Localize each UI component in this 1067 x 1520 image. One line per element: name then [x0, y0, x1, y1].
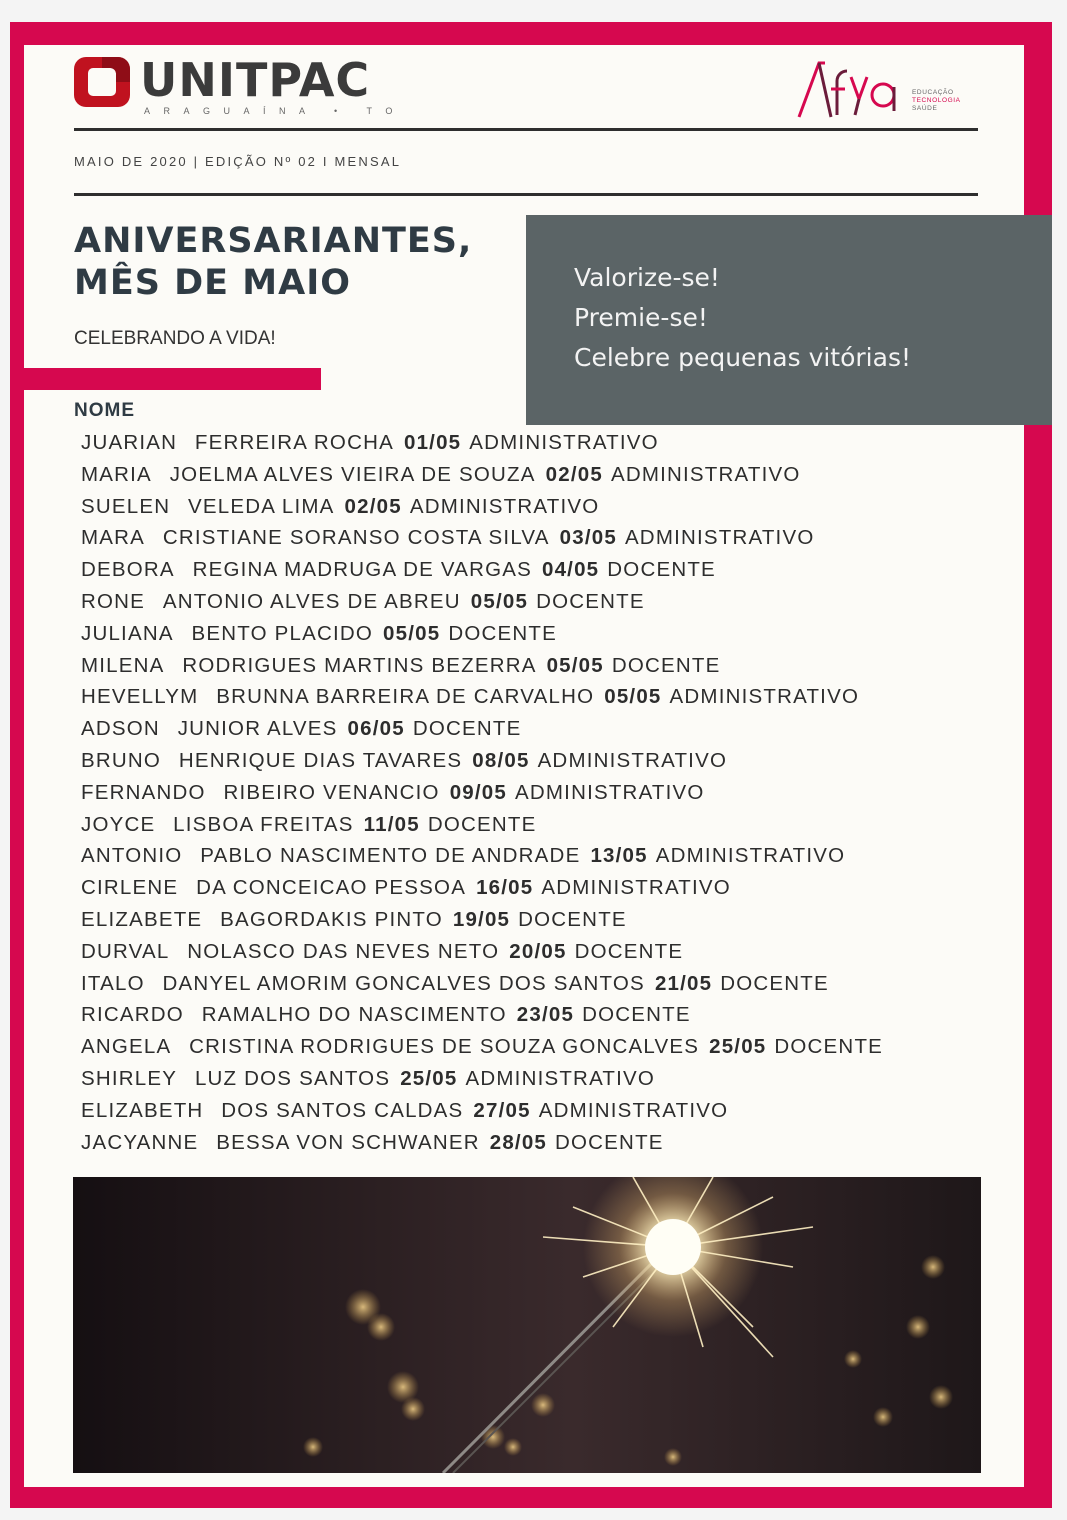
header-rule-top: [74, 128, 978, 131]
person-first-name: JUARIAN: [81, 431, 178, 454]
afya-logo-icon: [797, 55, 907, 119]
person-surname: NOLASCO DAS NEVES NETO: [187, 939, 500, 963]
person-first-name: SHIRLEY: [81, 1066, 178, 1090]
header-rule-bottom: [74, 193, 978, 196]
person-sector: DOCENTE: [448, 621, 557, 645]
list-item: [81, 681, 883, 713]
list-item: [81, 554, 883, 586]
person-surname: DA CONCEICAO PESSOA: [196, 876, 467, 900]
birthday-date: 28/05: [489, 1130, 548, 1154]
person-first-name: BRUNO: [81, 748, 162, 772]
afya-taglines: [912, 89, 961, 113]
birthday-date: 21/05: [654, 971, 713, 995]
list-item: [81, 1127, 883, 1159]
quote-line-3: Celebre pequenas vitórias!: [574, 343, 911, 372]
person-surname: BENTO PLACIDO: [191, 621, 374, 645]
person-surname: BRUNNA BARREIRA DE CARVALHO: [216, 685, 595, 709]
list-item: [81, 459, 883, 491]
person-surname: BAGORDAKIS PINTO: [220, 907, 443, 931]
person-sector: ADMINISTRATIVO: [541, 876, 731, 900]
birthday-date: 20/05: [509, 939, 567, 963]
list-item: [81, 872, 883, 904]
person-sector: DOCENTE: [412, 717, 522, 741]
person-surname: BESSA VON SCHWANER: [216, 1130, 480, 1154]
list-item: [81, 809, 883, 841]
person-first-name: ELIZABETE: [81, 907, 203, 931]
afya-tag-education: EDUCAÇÃO: [912, 89, 954, 96]
page-title-line1: ANIVERSARIANTES,: [74, 221, 473, 261]
birthday-date: 25/05: [400, 1066, 458, 1090]
list-header: NOME: [74, 400, 135, 421]
person-sector: DOCENTE: [574, 939, 684, 963]
person-sector: DOCENTE: [774, 1035, 884, 1059]
person-sector: ADMINISTRATIVO: [669, 685, 860, 709]
person-sector: ADMINISTRATIVO: [469, 431, 659, 454]
person-first-name: DEBORA: [81, 558, 175, 582]
person-sector: DOCENTE: [720, 971, 829, 995]
list-item: [81, 713, 883, 745]
person-sector: DOCENTE: [611, 653, 721, 677]
list-item: [81, 491, 883, 523]
person-surname: PABLO NASCIMENTO DE ANDRADE: [200, 844, 581, 868]
person-first-name: ANGELA: [81, 1035, 172, 1059]
person-surname: VELEDA LIMA: [188, 494, 335, 518]
person-surname: JOELMA ALVES VIEIRA DE SOUZA: [169, 462, 536, 486]
person-sector: DOCENTE: [536, 589, 645, 613]
accent-bar: [24, 368, 321, 390]
list-item: [81, 1031, 883, 1063]
birthday-date: 05/05: [383, 621, 441, 645]
person-sector: ADMINISTRATIVO: [465, 1066, 656, 1090]
person-first-name: ELIZABETH: [81, 1098, 204, 1122]
birthday-list: [81, 427, 883, 1158]
birthday-date: 03/05: [559, 526, 617, 550]
birthday-date: 05/05: [604, 685, 662, 709]
person-first-name: MARA: [81, 526, 146, 550]
person-sector: DOCENTE: [607, 558, 716, 582]
person-first-name: MARIA: [81, 462, 152, 486]
birthday-date: 02/05: [344, 494, 402, 518]
list-item: [81, 936, 883, 968]
person-sector: ADMINISTRATIVO: [610, 462, 801, 486]
list-item: [81, 904, 883, 936]
person-first-name: ANTONIO: [81, 844, 183, 868]
person-surname: REGINA MADRUGA DE VARGAS: [192, 558, 532, 582]
birthday-date: 06/05: [347, 717, 405, 741]
birthday-date: 13/05: [590, 844, 648, 868]
list-item: [81, 840, 883, 872]
person-first-name: FERNANDO: [81, 780, 206, 804]
person-first-name: ADSON: [81, 717, 160, 741]
brand-location: ARAGUAÍNA • TO: [144, 106, 406, 116]
person-sector: DOCENTE: [555, 1130, 664, 1154]
birthday-date: 09/05: [449, 780, 508, 804]
birthday-date: 05/05: [546, 653, 604, 677]
birthday-date: 08/05: [472, 748, 530, 772]
person-first-name: RONE: [81, 589, 146, 613]
person-surname: RODRIGUES MARTINS BEZERRA: [182, 653, 537, 677]
birthday-date: 11/05: [363, 812, 420, 836]
person-surname: ANTONIO ALVES DE ABREU: [162, 589, 461, 613]
person-first-name: JOYCE: [81, 812, 156, 836]
person-first-name: CIRLENE: [81, 876, 179, 900]
person-sector: ADMINISTRATIVO: [409, 494, 600, 518]
person-surname: DANYEL AMORIM GONCALVES DOS SANTOS: [162, 971, 645, 995]
person-sector: ADMINISTRATIVO: [624, 526, 815, 550]
birthday-date: 01/05: [403, 431, 462, 454]
person-surname: RAMALHO DO NASCIMENTO: [201, 1003, 507, 1027]
birthday-date: 25/05: [709, 1035, 767, 1059]
quote-line-2: Premie-se!: [574, 303, 708, 332]
person-surname: CRISTIANE SORANSO COSTA SILVA: [162, 526, 550, 550]
person-first-name: ITALO: [81, 971, 145, 995]
edition-info: MAIO DE 2020 | EDIÇÃO Nº 02 I MENSAL: [74, 154, 402, 169]
person-surname: LISBOA FREITAS: [173, 812, 354, 836]
person-first-name: RICARDO: [81, 1003, 184, 1027]
person-sector: DOCENTE: [518, 907, 627, 931]
page-subtitle: CELEBRANDO A VIDA!: [74, 328, 276, 349]
birthday-date: 02/05: [545, 462, 603, 486]
list-item: [81, 427, 883, 459]
person-first-name: JULIANA: [81, 621, 174, 645]
birthday-date: 04/05: [541, 558, 600, 582]
page-title: [74, 220, 514, 304]
person-first-name: SUELEN: [81, 494, 171, 518]
person-surname: FERREIRA ROCHA: [194, 431, 394, 454]
unitpac-logo-icon: [74, 57, 130, 107]
sparkler-photo: [73, 1177, 981, 1473]
quote-box: [526, 215, 1052, 425]
quote-line-1: Valorize-se!: [574, 263, 720, 292]
afya-tag-health: SAÚDE: [912, 105, 938, 112]
birthday-date: 27/05: [473, 1098, 531, 1122]
list-item: [81, 1095, 883, 1127]
person-surname: RIBEIRO VENANCIO: [223, 780, 440, 804]
birthday-date: 19/05: [452, 907, 511, 931]
list-item: [81, 999, 883, 1031]
list-item: [81, 777, 883, 809]
birthday-date: 16/05: [476, 876, 534, 900]
person-sector: DOCENTE: [427, 812, 537, 836]
list-item: [81, 650, 883, 682]
list-item: [81, 522, 883, 554]
list-item: [81, 618, 883, 650]
person-surname: CRISTINA RODRIGUES DE SOUZA GONCALVES: [189, 1035, 700, 1059]
person-first-name: DURVAL: [81, 939, 170, 963]
afya-tag-technology: TECNOLOGIA: [912, 97, 961, 104]
page-title-line2: MÊS DE MAIO: [74, 263, 351, 303]
person-sector: ADMINISTRATIVO: [537, 748, 728, 772]
brand-name: UNITPAC: [140, 53, 371, 107]
person-first-name: HEVELLYM: [81, 685, 199, 709]
person-surname: HENRIQUE DIAS TAVARES: [178, 748, 463, 772]
birthday-date: 23/05: [516, 1003, 575, 1027]
birthday-date: 05/05: [470, 589, 529, 613]
list-item: [81, 745, 883, 777]
person-sector: ADMINISTRATIVO: [538, 1098, 729, 1122]
person-first-name: MILENA: [81, 653, 165, 677]
list-item: [81, 586, 883, 618]
person-sector: ADMINISTRATIVO: [655, 844, 846, 868]
person-surname: LUZ DOS SANTOS: [194, 1066, 391, 1090]
list-item: [81, 1063, 883, 1095]
person-first-name: JACYANNE: [81, 1130, 199, 1154]
list-item: [81, 968, 883, 1000]
person-surname: DOS SANTOS CALDAS: [221, 1098, 464, 1122]
person-sector: ADMINISTRATIVO: [515, 780, 705, 804]
person-sector: DOCENTE: [582, 1003, 691, 1027]
person-surname: JUNIOR ALVES: [177, 717, 338, 741]
